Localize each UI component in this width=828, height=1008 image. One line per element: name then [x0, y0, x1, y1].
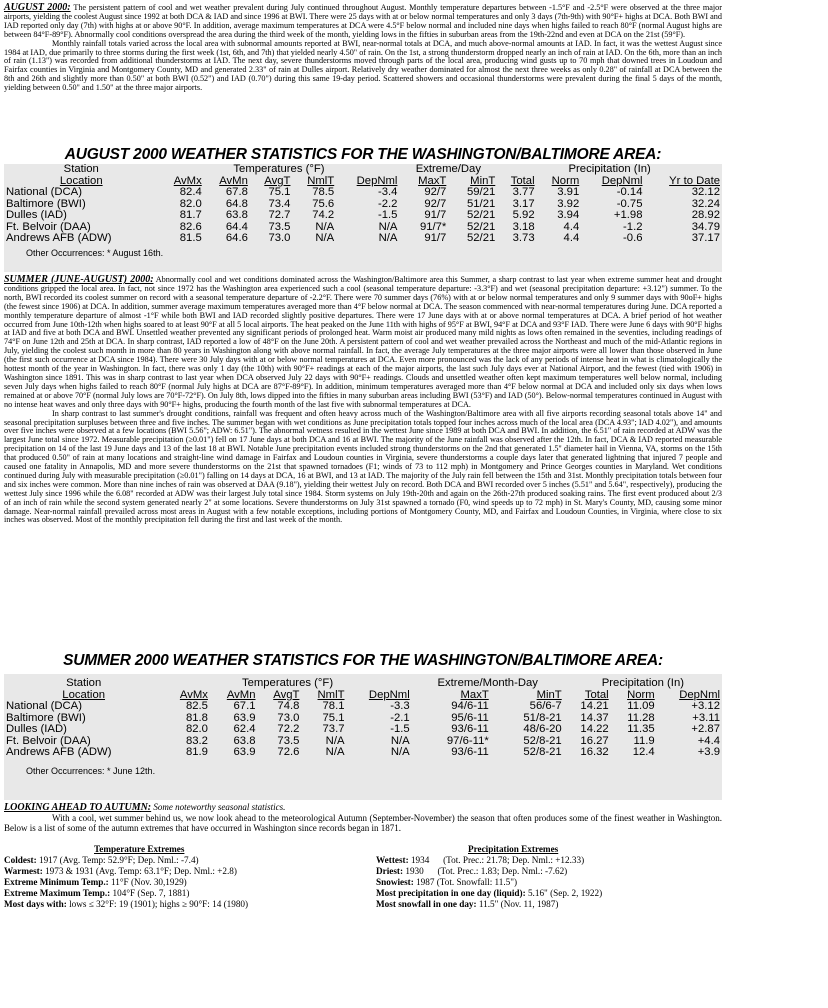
group-station: Station — [63, 163, 99, 175]
precipitation-extremes — [376, 844, 722, 910]
extreme-label: Extreme Minimum Temp.: — [4, 877, 109, 887]
extreme-label: Most precipitation in one day (liquid): — [376, 888, 526, 898]
station-name: National (DCA) — [6, 186, 82, 198]
cell: 93/6-11 — [451, 746, 489, 758]
cell: 62.4 — [233, 723, 256, 735]
cell: 74.2 — [312, 209, 335, 221]
list-item — [4, 888, 374, 899]
cell: 78.1 — [322, 700, 345, 712]
cell: 82.6 — [179, 220, 202, 233]
col-avgt: AvgT — [264, 174, 291, 187]
group-extreme: Extreme/Day — [415, 163, 481, 175]
autumn-heading-line — [4, 802, 722, 813]
autumn-heading: LOOKING AHEAD TO AUTUMN: — [4, 802, 152, 813]
col-avmn: AvMn — [226, 688, 256, 701]
august-stats-box — [4, 164, 722, 272]
cell: 73.0 — [268, 232, 291, 244]
cell: 4.4 — [563, 220, 580, 233]
col-avmx: AvMx — [173, 174, 202, 187]
cell: N/A — [325, 734, 345, 747]
table-row — [4, 187, 722, 199]
list-item — [376, 877, 722, 888]
cell: -3.4 — [377, 186, 398, 198]
extreme-value: 1917 (Avg. Temp: 52.9°F; Dep. Nml.: -7.4) — [38, 855, 199, 865]
cell: 3.94 — [557, 209, 580, 221]
summer-section — [4, 276, 722, 525]
col-total: Total — [584, 688, 609, 701]
cell: 75.1 — [322, 711, 345, 724]
cell: 81.9 — [185, 746, 208, 758]
list-item — [376, 855, 722, 866]
station-name: Baltimore (BWI) — [6, 197, 86, 210]
cell: 64.8 — [225, 197, 248, 210]
august-heading: AUGUST 2000: — [4, 2, 71, 13]
temperature-extremes-title: Temperature Extremes — [94, 844, 185, 854]
cell: -0.6 — [623, 232, 643, 244]
cell: 82.0 — [185, 723, 208, 735]
col-nmlt: NmlT — [307, 174, 335, 187]
cell: 82.0 — [179, 197, 202, 210]
col-norm: Norm — [551, 174, 580, 187]
cell: 3.77 — [512, 186, 535, 198]
cell: +3.11 — [692, 711, 720, 724]
cell: 34.79 — [691, 220, 720, 233]
autumn-section — [4, 802, 722, 833]
cell: N/A — [378, 220, 398, 233]
cell: 52/21 — [466, 209, 496, 221]
cell: 32.24 — [691, 197, 720, 210]
col-depnml: DepNml — [356, 174, 398, 187]
cell: 92/7 — [424, 197, 447, 210]
cell: 78.5 — [312, 186, 335, 198]
cell: 5.92 — [512, 209, 535, 221]
august-stats-table — [4, 164, 722, 245]
cell: 64.6 — [225, 232, 248, 244]
cell: -1.2 — [623, 220, 643, 233]
cell: 14.21 — [580, 700, 609, 712]
group-temperatures: Temperatures (°F) — [241, 677, 334, 689]
table-row — [4, 210, 722, 222]
cell: +3.12 — [691, 700, 720, 712]
cell: 51/8-21 — [523, 711, 562, 724]
group-precipitation: Precipitation (In) — [601, 677, 684, 689]
table-row — [4, 736, 722, 748]
cell: -3.3 — [390, 700, 410, 712]
cell: 3.91 — [557, 186, 580, 198]
col-maxt: MaxT — [460, 688, 489, 701]
cell: 72.2 — [277, 723, 300, 735]
summer-table-title: SUMMER 2000 WEATHER STATISTICS FOR THE WASHINGTON/BALTIMORE AREA: — [63, 652, 663, 669]
cell: 91/7* — [419, 220, 447, 233]
cell: 74.8 — [277, 700, 300, 712]
cell: 14.37 — [580, 711, 609, 724]
cell: N/A — [315, 220, 335, 233]
cell: 28.92 — [691, 209, 720, 221]
col-depnml: DepNml — [368, 688, 410, 701]
cell: 63.8 — [233, 734, 256, 747]
station-name: Ft. Belvoir (DAA) — [6, 220, 91, 233]
col-location: Location — [59, 174, 103, 187]
cell: 92/7 — [424, 186, 447, 198]
col-precip-depnml: DepNml — [601, 174, 643, 187]
table-row — [4, 747, 722, 759]
cell: 81.8 — [185, 711, 208, 724]
extreme-value: 11°F (Nov. 30,1929) — [111, 877, 187, 887]
col-norm: Norm — [627, 688, 655, 701]
cell: 11.9 — [633, 734, 655, 747]
table-row — [4, 713, 722, 725]
extreme-value: lows ≤ 32°F: 19 (1901); highs ≥ 90°F: 14 (1980) — [69, 899, 249, 909]
summer-paragraph-1 — [4, 276, 722, 410]
cell: 63.9 — [233, 711, 256, 724]
cell: 67.1 — [233, 700, 256, 712]
summer-text-1: Abnormally cool and wet conditions dominated across the Washington/Baltimore area this Summer, a sharp contrast to last year when extreme summer heat and drought conditions gripped the local area. In fact, not since 1972 has the Washington area experienced such a cool (seasonal temperature departure: -3.3°F) and wet (seasonal precipitation departure: +3.12") summer. To the north, BWI recorded its coolest summer on record with a seasonal temperature departure of -2.2°F. There were 70 summer days (76%) with at or below normal temperatures and only 9 summer days with 90oF+ highs (the fewest since 1906) at DCA. In addition, summer average maximum temperatures averaged more than 4°F below normal at DCA. The season commenced with near-normal temperatures during June. DCA reported a monthly temperature departure of almost -1°F while both BWI and IAD recorded slightly positive departures. There were 17 June days with at or above normal temperatures at DCA. A brief period of hot weather occurred from June 10th-12th when highs soared to at least 90°F at all 5 local airports. The heat peaked on the June 11th with highs of 95°F at BWI, 94°F at DCA and 93°F IAD. There were June 6 days with 90°F highs at IAD and five at both DCA and BWI. Unsettled weather prevented any significant periods of prolonged heat. Warm moist air produced many mild nights as lows often remained in the seventies, including readings of 74°F on June 12th and 25th at DCA. In sharp contrast, IAD reported a low of 48°F on the June 20th. A persistent pattern of cool and wet weather prevailed across the Northeast and much of the mid-Atlantic regions in July, yielding the coolest such month in more than 80 years in Washington along with above normal rainfall. In fact, the average July temperatures at the three major airports were all lower than those observed in June (the first such occurrence at DCA since 1984). There were 30 July days with at or below normal temperatures at DCA. Even more pronounced was the lack of any periods of intense heat in what is climatologically the hottest month of the year in Washington. In fact, there was only 1 day (the 10th) with 90°F+ readings at each of the major airports, the last such July days ever at National Airport, and the fewest (tied with 1906) in Washington since 1891. This was in sharp contrast to last year when DCA observed July 22 days with 90°F+ readings. Clouds and unsettled weather often kept maximum temperatures well below normal, including seven July days when highs failed to reach 80°F (normal July highs at DCA are 87°F-89°F). In addition, minimum temperatures averaged more than 4°F below normal at DCA and included only six days when lows remained at or above 70°F (normal July lows are 70°F-72°F). On July 8th, lows dipped into the fifties in many suburban areas including BWI (53°F) and IAD (50°). Below-normal temperatures continued in August with no intense heat waves and only three days with 90°F+ highs, producing the fourth month of the last five with subnormal temperatures at DCA. — [4, 275, 722, 409]
summer-stats-table — [4, 678, 722, 759]
summer-group-header — [4, 678, 722, 690]
cell: 91/7 — [424, 209, 447, 221]
list-item — [4, 855, 374, 866]
august-group-header — [4, 164, 722, 176]
cell: 59/21 — [466, 186, 496, 198]
col-maxt: MaxT — [418, 174, 447, 187]
cell: -0.14 — [616, 186, 643, 198]
cell: 73.5 — [268, 220, 291, 233]
cell: 73.0 — [277, 711, 300, 724]
summer-heading: SUMMER (JUNE-AUGUST) 2000: — [4, 274, 154, 285]
cell: 72.7 — [268, 209, 291, 221]
extreme-label: Coldest: — [4, 855, 37, 865]
extreme-value: 1930 (Tot. Prec.: 1.83; Dep. Nml.: -7.62) — [405, 866, 568, 876]
cell: 32.12 — [691, 186, 720, 198]
station-name: Baltimore (BWI) — [6, 711, 86, 724]
extreme-label: Wettest: — [376, 855, 409, 865]
cell: 11.35 — [627, 723, 655, 735]
cell: -0.75 — [616, 197, 643, 210]
cell: 64.4 — [225, 220, 248, 233]
temperature-extremes — [4, 844, 374, 910]
group-temperatures: Temperatures (°F) — [233, 163, 325, 175]
cell: +4.4 — [697, 734, 720, 747]
list-item — [376, 866, 722, 877]
summer-paragraph-2: In sharp contrast to last summer's drought conditions, rainfall was frequent and often heavy across much of the Washington/Baltimore area with all five airports recording seasonal totals above 14" and seasonal precipitation surpluses between three and five inches. The summer began with wet conditions as June precipitation totals topped four inches across much of the local area (DCA 4.93"; IAD 4.02"), and amounts over five inches were observed at a few locations (BWI 5.56"; ADW: 6.51"). The abnormal wetness resulted in the wettest June since 1989 at both DCA and BWI. In addition, the 6.51" of rain recorded at ADW was the largest June total since 1972. Measurable precipitation (≥0.01") fell on 17 June days at both DCA and 16 at BWI. The majority of the June rainfall was observed after the 12th. In fact, DCA & IAD reported measurable precipitation on 14 of the last 19 June days and 13 of the last 18 at BWI. Notable June precipitation events included strong thunderstorms on the 2nd that generated 1.5" diameter hail in Vienna, VA, storms on the 15th that produced 0.50" of rain at many locations and straight-line wind damage in Fairfax and Loudoun counties in Virginia, severe thunderstorms a couple days later that generated lightning that injured 7 people and caused one fatality in Annapolis, MD and more severe thunderstorms on the 21st that spawned tornadoes (F1; winds of 73 to 112 mph) in Montgomery and Prince Georges counties in Maryland. Wet conditions continued during July with measurable precipitation (≥0.01") falling on 14 days at DCA, 16 at BWI, and 13 at IAD. The majority of the July rain fell between the 15th and 31st. Monthly precipitation totals between four and six inches were common. More than nine inches of rain was observed at DAA (9.18"), yielding their wettest July on record. Both DCA and BWI recorded over 5 inches (5.51" and 5.64", respectively), producing the wettest July since 1996 while the 6.08" recorded at ADW was their largest July total since 1984. Storm systems on July 19th-20th and again on the 26th-27th produced soaking rains. The first event produced about 2/3 of an inch of rain while the second system generated nearly 2" at some locations. Severe thunderstorms on July 31st spawned a tornado (F0, wind speeds up to 72 mph) in St. Mary's County, MD, causing some minor damage. Near-normal rainfall prevailed across most areas in August with a few notable exceptions, including portions of Montgomery County, MD, and Fairfax and Loudoun Counties, in Virginia, where close to six inches was observed. Most of the monthly precipitation fell during the first and last week of the month. — [4, 408, 722, 525]
cell: 73.4 — [268, 197, 291, 210]
station-name: Andrews AFB (ADW) — [6, 232, 112, 244]
cell: N/A — [315, 232, 335, 244]
group-station: Station — [66, 677, 102, 689]
cell: -1.5 — [390, 723, 410, 735]
cell: 63.9 — [233, 746, 256, 758]
extreme-label: Extreme Maximum Temp.: — [4, 888, 111, 898]
august-text-1: The persistent pattern of cool and wet weather prevalent during July continued throughout August. Monthly temperature departures between -1.5°F and -2.5°F were observed at the three major airports, yielding the coolest August since 1992 at both DCA & IAD and since 1996 at BWI. There were 25 days with at or below normal temperatures and only 3 days (7th-9th) with 90°F+ highs at DCA. Both BWI and IAD reported only day (7th) with highs at or above 90°F. In addition, average maximum temperatures at DCA were 4.5°F below normal and included nine days when highs failed to reach 80°F (normal August highs are between 84°F-89°F). Abnormally cool conditions overspread the area during the third week of the month, yielding lows in the fifties in suburban areas from the 19th-22nd and even at DCA on the 21st (59°F). — [4, 3, 722, 39]
cell: +1.98 — [613, 209, 643, 221]
newsletter-page — [4, 0, 722, 1008]
table-row — [4, 222, 722, 234]
group-precipitation: Precipitation (In) — [568, 163, 651, 175]
august-other-occurrences: Other Occurrences: * August 16th. — [26, 247, 164, 258]
summer-column-header — [4, 690, 722, 702]
col-mint: MinT — [470, 174, 496, 187]
cell: 75.6 — [312, 197, 335, 210]
extreme-label: Driest: — [376, 866, 404, 876]
cell: 3.92 — [557, 197, 580, 210]
list-item — [4, 899, 374, 910]
group-extreme: Extreme/Month-Day — [437, 677, 538, 689]
cell: +3.9 — [697, 746, 720, 758]
cell: N/A — [325, 746, 345, 758]
summer-other-occurrences: Other Occurrences: * June 12th. — [26, 765, 156, 776]
cell: -2.2 — [377, 197, 398, 210]
august-section — [4, 4, 722, 93]
cell: 67.8 — [225, 186, 248, 198]
extreme-value: 104°F (Sep. 7, 1881) — [112, 888, 190, 898]
cell: 14.22 — [580, 723, 609, 735]
cell: -1.5 — [377, 209, 398, 221]
precipitation-extremes-title: Precipitation Extremes — [468, 844, 559, 854]
cell: N/A — [390, 746, 410, 758]
col-total: Total — [510, 174, 535, 187]
station-name: Ft. Belvoir (DAA) — [6, 734, 91, 747]
cell: 52/8-21 — [523, 746, 562, 758]
col-precip-depnml: DepNml — [679, 688, 720, 701]
cell: 52/8-21 — [523, 734, 562, 747]
cell: 3.73 — [512, 232, 535, 244]
cell: 73.7 — [322, 723, 345, 735]
august-table-title: AUGUST 2000 WEATHER STATISTICS FOR THE WASHINGTON/BALTIMORE AREA: — [64, 146, 662, 163]
col-mint: MinT — [536, 688, 562, 701]
station-name: Dulles (IAD) — [6, 723, 67, 735]
cell: 12.4 — [632, 746, 655, 758]
cell: 51/21 — [466, 197, 496, 210]
extreme-label: Snowiest: — [376, 877, 414, 887]
autumn-subheading: Some noteworthy seasonal statistics. — [153, 802, 286, 812]
col-location: Location — [62, 688, 106, 701]
autumn-intro: With a cool, wet summer behind us, we now look ahead to the meteorological Autumn (September-November) the season that often produces some of the finest weather in Washington. Below is a list of some of the autumn extremes that have occurred in Washington since records began in 1871. — [4, 813, 722, 833]
list-item — [376, 888, 722, 899]
extreme-value: 11.5" (Nov. 11, 1987) — [478, 899, 559, 909]
cell: N/A — [390, 734, 410, 747]
cell: 82.5 — [185, 700, 208, 712]
col-avgt: AvgT — [273, 688, 300, 701]
cell: 52/21 — [466, 220, 496, 233]
cell: 16.27 — [580, 734, 609, 747]
august-paragraph-2: Monthly rainfall totals varied across the local area with subnormal amounts reported at BWI, near-normal totals at DCA, and much above-normal amounts at IAD. In fact, it was the wettest August since 1984 at IAD, due primarily to three storms during the first week (1st, 6th, and 7th) that yielded nearly 4.50" of rain. On the 1st, a strong thunderstorm dropped nearly an inch of rain at IAD. On the 6th, more than an inch of rain (1.13") was recorded from additional thunderstorms at IAD. The next day, severe thunderstorms moved through parts of the local area, producing wind gusts up to 70 mph that downed trees in Loudoun and Fairfax counties in Virginia and Montgomery County, MD and generated 2.33" of rain at Dulles airport. Relatively dry weather dominated for almost the next three weeks as only 0.28" of rainfall at DCA between the 8th and 26th and slightly more than 0.50" at both BWI (0.52") and IAD (0.70") during this same 19-day period. Scattered showers and occasional thunderstorms were prevalent during the final 5 days of the month, yielding between 0.50" and 1.50" at the three major airports. — [4, 38, 722, 93]
station-name: Dulles (IAD) — [6, 209, 67, 221]
cell: 37.17 — [691, 232, 720, 244]
table-row — [4, 701, 722, 713]
cell: 75.1 — [268, 186, 291, 198]
cell: 16.32 — [580, 746, 609, 758]
cell: 97/6-11* — [446, 734, 489, 747]
list-item — [4, 866, 374, 877]
cell: -2.1 — [390, 711, 410, 724]
extreme-label: Most snowfall in one day: — [376, 899, 477, 909]
summer-stats-box — [4, 674, 722, 800]
extreme-value: 5.16" (Sep. 2, 1922) — [527, 888, 603, 898]
cell: 52/21 — [466, 232, 496, 244]
cell: 81.7 — [179, 209, 202, 221]
cell: 73.5 — [277, 734, 300, 747]
col-nmlt: NmlT — [317, 688, 345, 701]
cell: 91/7 — [424, 232, 447, 244]
col-yr-to-date: Yr to Date — [669, 174, 720, 187]
extreme-value: 1987 (Tot. Snowfall: 11.5") — [416, 877, 518, 887]
august-paragraph-1 — [4, 4, 722, 40]
cell: 82.4 — [179, 186, 202, 198]
table-row — [4, 724, 722, 736]
cell: 94/6-11 — [451, 700, 489, 712]
station-name: Andrews AFB (ADW) — [6, 746, 112, 758]
cell: 83.2 — [185, 734, 208, 747]
cell: 11.09 — [627, 700, 655, 712]
cell: 48/6-20 — [523, 723, 562, 735]
cell: 93/6-11 — [451, 723, 489, 735]
col-avmn: AvMn — [219, 174, 248, 187]
cell: 95/6-11 — [451, 711, 489, 724]
cell: +2.87 — [691, 723, 720, 735]
extreme-value: 1973 & 1931 (Avg. Temp: 63.1°F; Dep. Nml.: +2.8) — [45, 866, 237, 876]
cell: 11.28 — [627, 711, 655, 724]
extreme-label: Warmest: — [4, 866, 43, 876]
cell: 56/6-7 — [529, 700, 562, 712]
list-item — [4, 877, 374, 888]
extreme-label: Most days with: — [4, 899, 67, 909]
table-row — [4, 233, 722, 245]
station-name: National (DCA) — [6, 700, 82, 712]
august-column-header — [4, 176, 722, 188]
cell: 3.17 — [512, 197, 535, 210]
cell: 81.5 — [179, 232, 202, 244]
cell: 63.8 — [225, 209, 248, 221]
cell: 72.6 — [277, 746, 300, 758]
list-item — [376, 899, 722, 910]
extreme-value: 1934 (Tot. Prec.: 21.78; Dep. Nml.: +12.33) — [410, 855, 585, 865]
cell: N/A — [378, 232, 398, 244]
col-avmx: AvMx — [179, 688, 208, 701]
cell: 4.4 — [563, 232, 580, 244]
cell: 3.18 — [512, 220, 535, 233]
